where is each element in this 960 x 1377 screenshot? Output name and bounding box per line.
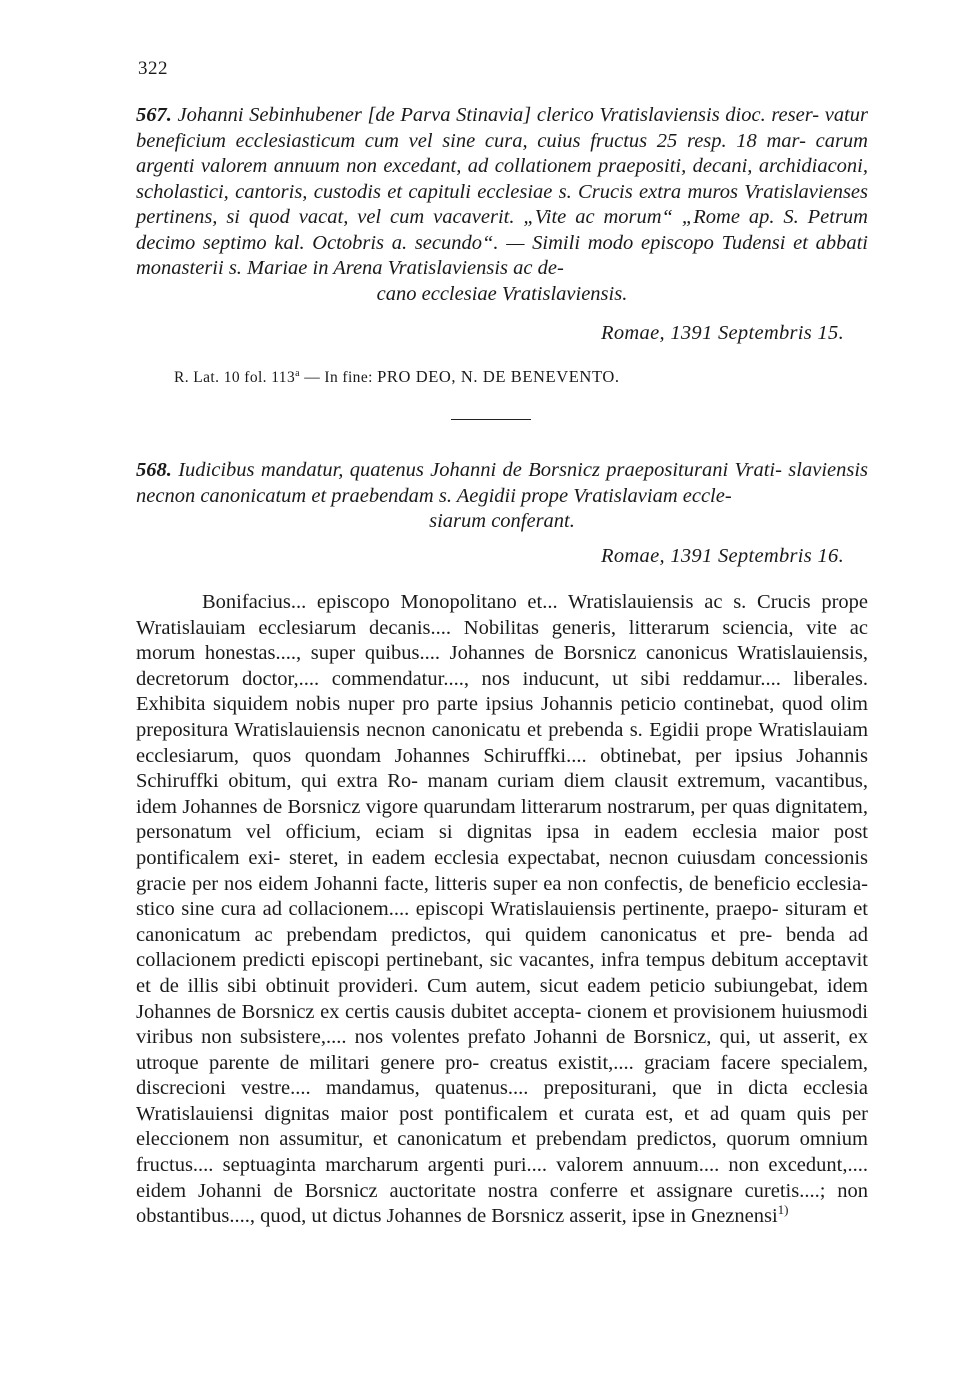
body-line: prebenda s. Egidii prope Wratislauiam ecclesiarum, quos quondam Johannes xyxy=(136,718,869,767)
body-line: Wratislauiensis, decretorum doctor,.... commendatur...., nos inducunt, ut sibi xyxy=(136,642,868,690)
entry-568-date: Romae, 1391 Septembris 16. xyxy=(601,545,844,567)
entry-567-heading xyxy=(136,103,868,307)
body-line: Bonifacius... episcopo Monopolitano et... Wratislauiensis ac s. Crucis xyxy=(202,591,811,613)
body-line: cionem et provisionem huiusmodi viribus non subsistere,.... nos volentes prefato xyxy=(136,1000,869,1049)
heading-line: vatur beneficium ecclesiasticum cum vel sine cura, cuius fructus 25 resp. 18 mar- xyxy=(136,104,869,152)
body-line: reddamur.... liberales. Exhibita siquidem nobis nuper pro parte ipsius Johannis xyxy=(136,667,868,716)
entry-568-heading xyxy=(136,458,868,535)
entry-number: 567. xyxy=(136,104,172,126)
body-line: vite ac morum honestas...., super quibus.... Johannes de Borsnicz canonicus xyxy=(136,616,868,665)
footnote-marker: 1) xyxy=(777,1202,789,1218)
body-line: prope Wratislauiam ecclesiarum decanis.... Nobilitas generis, litterarum sciencia, xyxy=(136,591,869,639)
reference-source: R. Lat. 10 fol. 113 xyxy=(174,369,296,386)
body-line: steret, in eadem ecclesia expectabat, necnon cuiusdam concessionis gracie per xyxy=(136,846,868,895)
page-number: 322 xyxy=(138,58,168,79)
entry-568-body xyxy=(136,590,868,1230)
entry-separator xyxy=(451,419,531,420)
body-line: manam curiam diem clausit extremum, vacantibus, idem Johannes de Borsnicz xyxy=(136,770,868,818)
reference-middle: — In fine: xyxy=(299,369,378,386)
body-line: quatenus.... prepositurani, que in dicta ecclesia Wratislauiensi dignitas maior xyxy=(136,1077,868,1125)
heading-line: Johanni Sebinhubener [de Parva Stinavia] clerico Vratislaviensis dioc. reser- xyxy=(177,104,820,126)
body-line: et canonicatum et prebendam predictos, quorum omnium fructus.... septuaginta xyxy=(136,1128,869,1177)
body-line: peticio continebat, quod olim prepositura Wratislauiensis necnon canonicatu et xyxy=(136,693,868,741)
body-line: Johanni de Borsnicz, qui, ut asserit, ex utroque parente de militari genere pro- xyxy=(136,1026,869,1074)
body-line: creatus existit,.... graciam facere specialem, discrecioni vestre.... mandamus, xyxy=(136,1051,869,1100)
heading-line: Iudicibus mandatur, quatenus Johanni de Borsnicz praepositurani Vrati- xyxy=(178,459,782,481)
body-line: situram et canonicatum ac prebendam predictos, qui quidem canonicatus et pre- xyxy=(136,898,868,946)
body-line: obstantibus...., quod, ut dictus Johannes de Borsnicz asserit, ipse in Gneznensi xyxy=(136,1205,778,1228)
reference-superscript: a xyxy=(295,367,300,379)
heading-line: carum argenti valorem annuum non excedant, ad collationem praepositi, decani, xyxy=(136,129,868,177)
body-line: peticio subiungebat, idem Johannes de Borsnicz ex certis causis dubitet accepta- xyxy=(136,974,868,1023)
body-line: benda ad collacionem predicti episcopi pertinebant, sic vacantes, infra tempus xyxy=(136,923,868,972)
body-line: Schiruffki.... obtinebat, per ipsius Johannis Schiruffki obitum, qui extra Ro- xyxy=(136,744,868,793)
body-paragraph xyxy=(136,590,868,1230)
body-line: post pontificalem et curata est, et ad quam quis per eleccionem non assumitur, xyxy=(136,1102,869,1151)
heading-line: slaviensis necnon canonicatum et praebendam s. Aegidii prope Vratislaviam eccle- xyxy=(136,459,869,507)
body-line: stico sine cura ad collacionem.... episcopi Wratislauiensis pertinente, praepo- xyxy=(136,898,779,921)
body-line: debitum acceptavit et de illis sibi obtinuit provideri. Cum autem, sicut eadem xyxy=(136,949,868,997)
heading-line: „Rome ap. S. Petrum decimo septimo kal. Octobris a. secundo“. — Simili modo xyxy=(136,206,868,254)
entry-number: 568. xyxy=(136,459,172,481)
body-line: nos eidem Johanni facte, litteris super ea non confectis, de beneficio ecclesia- xyxy=(224,872,869,895)
heading-line: episcopo Tudensi et abbati monasterii s. Mariae in Arena Vratislaviensis ac de- xyxy=(136,231,869,279)
entry-567-reference xyxy=(174,367,620,387)
body-line: Johanni de Borsnicz auctoritate nostra conferre et assignare curetis....; non xyxy=(197,1179,869,1202)
heading-line: archidiaconi, scholastici, cantoris, custodis et capituli ecclesiae s. Crucis extra xyxy=(136,155,868,203)
body-line: marcharum argenti puri.... valorem annuum.... non excedunt,.... eidem xyxy=(136,1154,868,1202)
heading-line: muros Vratislavienses pertinens, si quod vacat, vel cum vacaverit. „Vite ac morum“ xyxy=(136,180,869,228)
heading-last-line: cano ecclesiae Vratislaviensis. xyxy=(376,282,628,305)
body-line: officium, eciam si dignitas ipsa in eadem ecclesia maior post pontificalem exi- xyxy=(136,821,868,869)
reference-signers: PRO DEO, N. DE BENEVENTO. xyxy=(377,367,620,386)
entry-567-date: Romae, 1391 Septembris 15. xyxy=(601,322,844,344)
body-line: vigore quarundam litterarum nostrarum, per quas dignitatem, personatum vel xyxy=(136,795,868,844)
heading-last-line: siarum conferant. xyxy=(429,510,575,532)
